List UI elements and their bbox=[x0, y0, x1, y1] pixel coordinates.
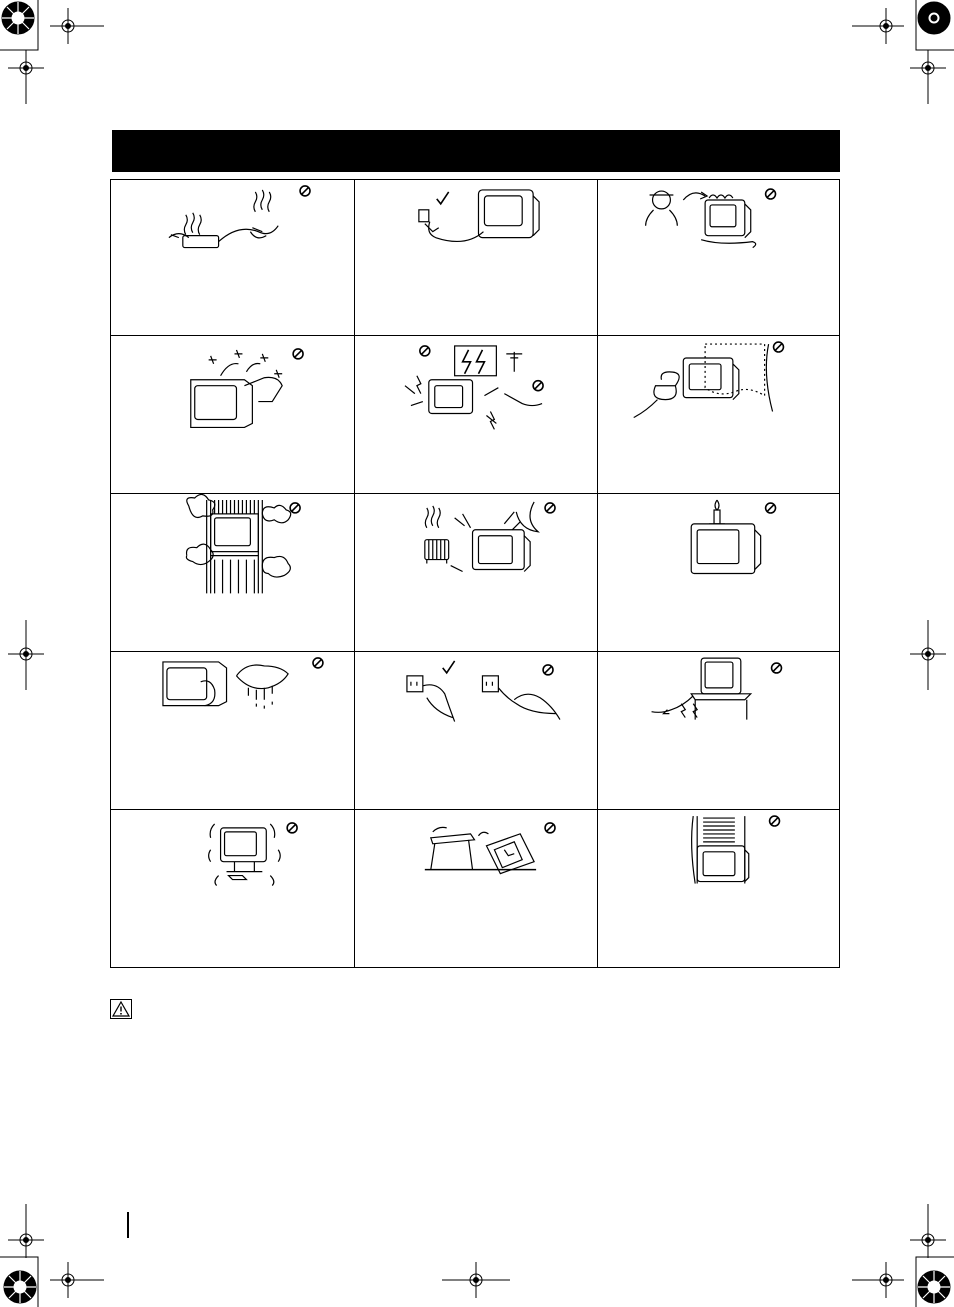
color-target-icon bbox=[918, 1271, 950, 1303]
registration-mark-icon bbox=[910, 620, 946, 690]
color-target-icon bbox=[918, 2, 950, 34]
registration-mark-icon bbox=[8, 50, 44, 104]
color-target-icon bbox=[4, 1271, 36, 1303]
color-target-icon bbox=[2, 2, 34, 34]
registration-mark-icon bbox=[852, 8, 904, 44]
registration-mark-icon bbox=[442, 1262, 510, 1298]
registration-mark-icon bbox=[910, 1204, 946, 1258]
registration-mark-icon bbox=[8, 1204, 44, 1258]
registration-mark-icon bbox=[8, 620, 44, 690]
registration-mark-icon bbox=[852, 1262, 904, 1298]
registration-mark-icon bbox=[50, 1262, 104, 1298]
registration-mark-icon bbox=[910, 50, 946, 104]
registration-mark-icon bbox=[50, 8, 104, 44]
